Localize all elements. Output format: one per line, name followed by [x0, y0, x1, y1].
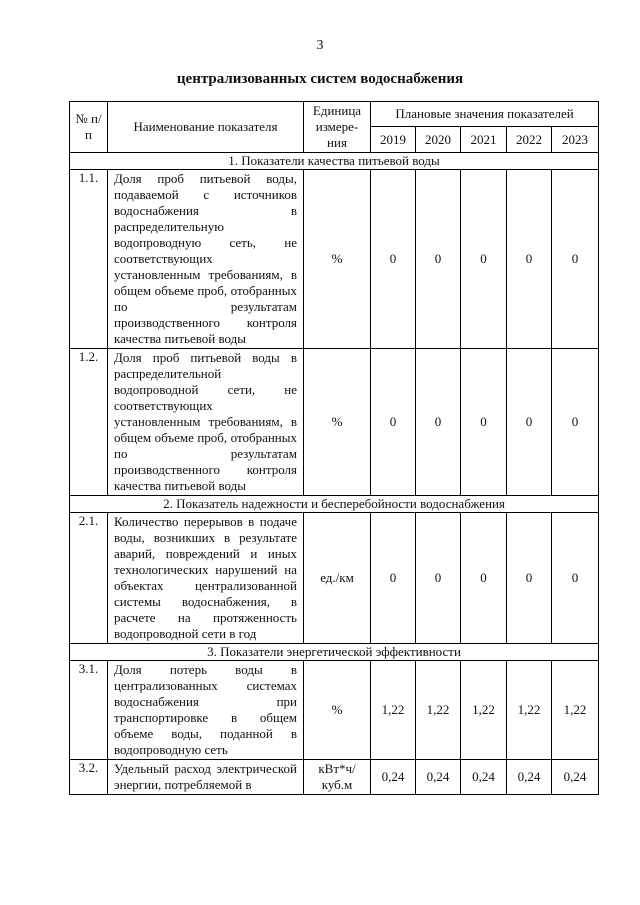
header-year: 2021: [461, 127, 507, 153]
row-value: 0: [371, 170, 416, 349]
row-value: 0: [507, 349, 552, 496]
row-value: 0: [552, 513, 599, 644]
row-unit: кВт*ч/ куб.м: [304, 760, 371, 795]
row-value: 1,22: [461, 661, 507, 760]
document-title: централизованных систем водоснабжения: [176, 71, 464, 87]
table-row: [70, 170, 599, 349]
header-year: 2022: [507, 127, 552, 153]
section-title: 2. Показатель надежности и бесперебойности водоснабжения: [70, 496, 599, 513]
table-row: [70, 349, 599, 496]
row-value: 0: [416, 513, 461, 644]
row-value: 0: [416, 170, 461, 349]
row-value: 0,24: [461, 760, 507, 795]
page-number: 3: [316, 38, 324, 53]
row-name: Доля потерь воды в централизованных системах водоснабжения при транспортировке в общем объеме воды, поданной в водопроводную сеть: [108, 661, 304, 760]
header-plan: Плановые значения показателей: [371, 102, 599, 127]
row-value: 0: [552, 170, 599, 349]
row-value: 0: [552, 349, 599, 496]
header-year: 2023: [552, 127, 599, 153]
row-value: 0: [507, 170, 552, 349]
row-value: 0,24: [416, 760, 461, 795]
indicators-table: [69, 101, 599, 795]
section-header: [70, 496, 599, 513]
table-row: [70, 661, 599, 760]
row-value: 1,22: [416, 661, 461, 760]
row-unit: %: [304, 170, 371, 349]
header-num: № п/п: [70, 102, 108, 153]
row-value: 0: [371, 349, 416, 496]
row-value: 0: [461, 513, 507, 644]
section-header: [70, 153, 599, 170]
row-value: 0: [416, 349, 461, 496]
row-name: Количество перерывов в подаче воды, возникших в результате аварий, повреждений и иных технологических нарушений на объектах централизованной системы водоснабжения, в расчете на протяженность водопроводной сети в год: [108, 513, 304, 644]
row-value: 1,22: [371, 661, 416, 760]
row-name: Доля проб питьевой воды в распределительной водопроводной сети, не соответствующих установленным требованиям, в общем объеме проб, отобранных по результатам производственного контроля качества питьевой воды: [108, 349, 304, 496]
row-unit: ед./км: [304, 513, 371, 644]
row-value: 0,24: [507, 760, 552, 795]
section-header: [70, 644, 599, 661]
header-name: Наименование показателя: [108, 102, 304, 153]
row-name: Удельный расход электрической энергии, потребляемой в: [108, 760, 304, 795]
row-value: 0: [507, 513, 552, 644]
row-value: 1,22: [507, 661, 552, 760]
section-title: 3. Показатели энергетической эффективности: [70, 644, 599, 661]
row-unit: %: [304, 349, 371, 496]
row-unit: %: [304, 661, 371, 760]
row-num: 1.1.: [70, 170, 108, 349]
header-year: 2019: [371, 127, 416, 153]
table-row: [70, 760, 599, 795]
row-num: 3.1.: [70, 661, 108, 760]
row-value: 0: [461, 170, 507, 349]
row-value: 0,24: [371, 760, 416, 795]
header-unit: Единица измере-ния: [304, 102, 371, 153]
row-num: 3.2.: [70, 760, 108, 795]
row-value: 0: [371, 513, 416, 644]
row-value: 1,22: [552, 661, 599, 760]
row-value: 0: [461, 349, 507, 496]
header-year: 2020: [416, 127, 461, 153]
row-num: 1.2.: [70, 349, 108, 496]
section-title: 1. Показатели качества питьевой воды: [70, 153, 599, 170]
row-num: 2.1.: [70, 513, 108, 644]
row-name: Доля проб питьевой воды, подаваемой с источников водоснабжения в распределительную водопроводную сеть, не соответствующих установленным требованиям, в общем объеме проб, отобранных по результатам производственного контроля качества питьевой воды: [108, 170, 304, 349]
table-row: [70, 513, 599, 644]
row-value: 0,24: [552, 760, 599, 795]
